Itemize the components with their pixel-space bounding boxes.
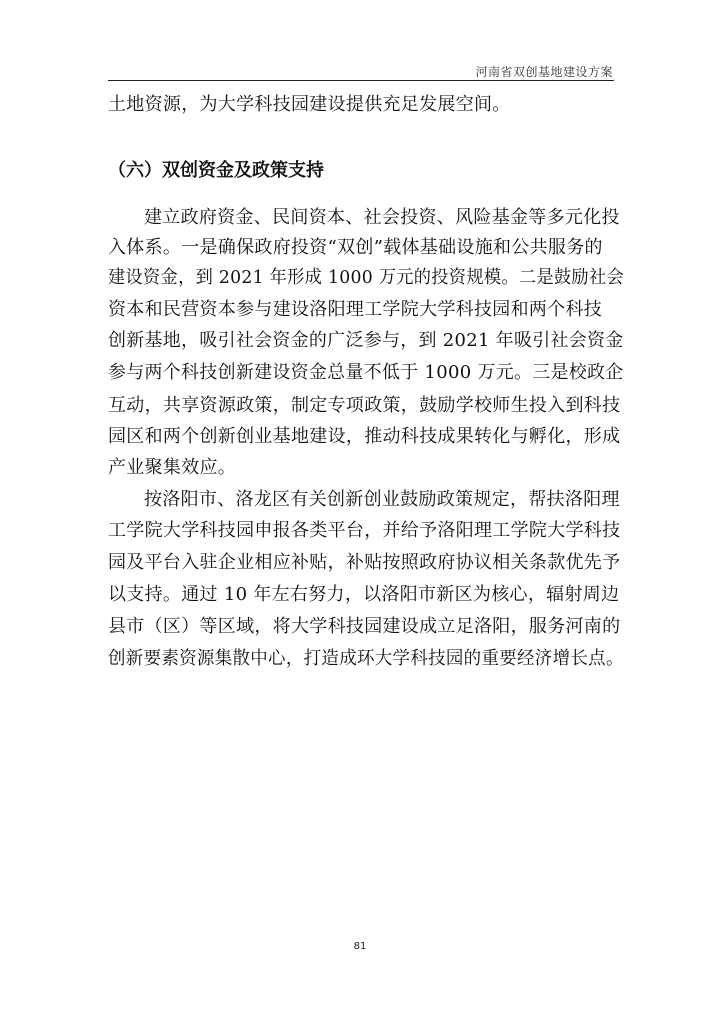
paragraph-line: 参与两个科技创新建设资金总量不低于 1000 万元。三是校政企 [108,362,624,383]
paragraph-line: 创新基地，吸引社会资金的广泛参与，到 2021 年吸引社会资金 [108,330,624,351]
paragraph-line: 产业聚集效应。 [108,457,237,478]
running-header: 河南省双创基地建设方案 [475,65,613,79]
paragraph-line: 县市（区）等区域，将大学科技园建设成立足洛阳，服务河南的 [108,616,621,637]
paragraph-line: 园及平台入驻企业相应补贴，补贴按照政府协议相关条款优先予 [108,552,621,573]
paragraph-line: 建设资金，到 2021 年形成 1000 万元的投资规模。二是鼓励社会 [108,267,624,288]
paragraph-line: 资本和民营资本参与建设洛阳理工学院大学科技园和两个科技 [108,299,603,320]
page-number: 81 [353,941,367,952]
paragraph-line: 创新要素资源集散中心，打造成环大学科技园的重要经济增长点。 [108,648,624,669]
section-heading: （六）双创资金及政策支持 [108,160,324,181]
paragraph-line: 以支持。通过 10 年左右努力，以洛阳市新区为核心，辐射周边 [108,584,620,605]
paragraph-line: 建立政府资金、民间资本、社会投资、风险基金等多元化投 [144,207,620,228]
paragraph-line: 互动，共享资源政策，制定专项政策，鼓励学校师生投入到科技 [108,395,621,416]
paragraph-line: 入体系。一是确保政府投资“双创”载体基础设施和公共服务的 [108,237,603,258]
paragraph-line: 园区和两个创新创业基地建设，推动科技成果转化与孵化，形成 [108,426,621,447]
paragraph-line: 按洛阳市、洛龙区有关创新创业鼓励政策规定，帮扶洛阳理 [144,489,620,510]
paragraph-line: 工学院大学科技园申报各类平台，并给予洛阳理工学院大学科技 [108,520,621,541]
header-divider [108,80,614,81]
continuation-line: 土地资源，为大学科技园建设提供充足发展空间。 [108,94,511,115]
